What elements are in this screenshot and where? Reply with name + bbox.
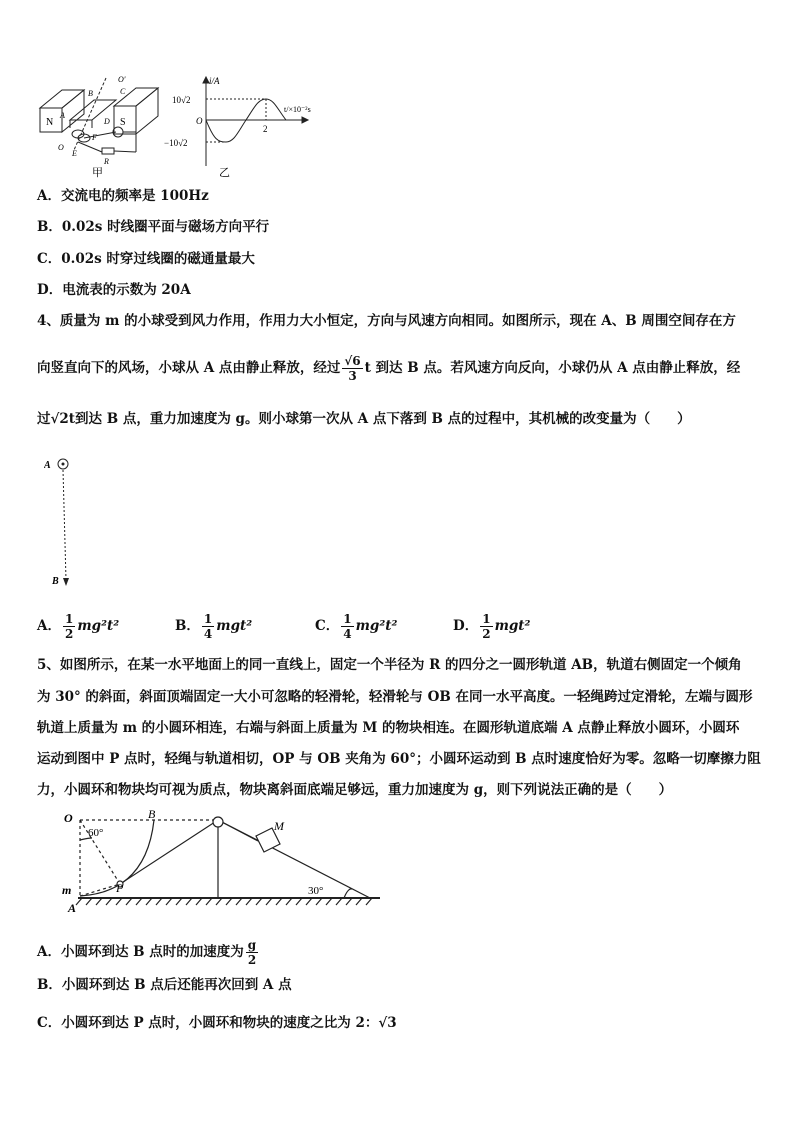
fig5-p: P: [116, 881, 124, 895]
fig5-o: O: [64, 811, 73, 825]
q4-opt-c-expr: mg²t²: [355, 618, 398, 634]
label-o: O: [58, 143, 64, 152]
q4-line-2: [37, 354, 740, 383]
q3-option-b: B．0.02s 时线圈平面与磁场方向平行: [37, 219, 270, 235]
q4-option-c: [315, 612, 397, 641]
q4-option-b: [175, 612, 252, 641]
rope-right: [218, 820, 258, 841]
label-b: B: [88, 89, 93, 98]
q4-fraction: [342, 354, 362, 383]
q5-line-1: 5、如图所示，在某一水平地面上的同一直线上，固定一个半径为 R 的四分之一圆形轨道 AB，轨道右侧固定一个倾角: [37, 657, 742, 673]
q5-option-c: [37, 1014, 397, 1032]
q4-opt-d-expr: mgt²: [494, 618, 531, 634]
q4-opt-d-den: 2: [482, 627, 491, 641]
q4-opt-c-num: 1: [343, 612, 352, 626]
pulley-icon: [213, 817, 223, 827]
angle-30-arc: [344, 889, 352, 898]
q5-line-3: 轨道上质量为 m 的小圆环相连，右端与斜面上质量为 M 的物块相连。在圆形轨道底端 A 点静止释放小圆环，小圆环: [37, 720, 740, 736]
q4-line-1: 4、质量为 m 的小球受到风力作用，作用力大小恒定，方向与风速方向相同。如图所示，现在 A、B 周围空间存在方: [37, 313, 736, 329]
fig5-30: 30°: [308, 885, 324, 897]
q4-opt-d-num: 1: [482, 612, 491, 626]
q5-opt-a-frac: [246, 938, 258, 967]
q5-figure: [58, 808, 388, 918]
q4-opt-b-expr: mgt²: [216, 618, 253, 634]
q4-option-a: [37, 612, 119, 641]
q4-fraction-num: √6: [344, 354, 361, 368]
q4-option-d: [453, 612, 530, 641]
q4-opt-b-den: 4: [203, 627, 213, 641]
q5-opt-c-rad: √3: [378, 1015, 397, 1031]
graph-x-label: t/×10⁻²s: [284, 105, 311, 114]
label-e: E: [72, 149, 77, 158]
q4-fig-a: A: [44, 460, 51, 471]
q4-opt-d-frac: [480, 612, 492, 641]
coil: [70, 78, 136, 154]
graph-origin: O: [196, 116, 203, 126]
q4-figure: [44, 452, 84, 592]
fig5-b: B: [148, 808, 156, 821]
q4-line-3-a: 过: [37, 411, 51, 427]
q5-opt-a-den: 2: [247, 953, 257, 967]
q5-option-a: [37, 938, 260, 967]
label-o-prime: O': [118, 75, 126, 84]
label-jia: 甲: [92, 167, 103, 179]
q5-option-b: B．小圆环到达 B 点后还能再次回到 A 点: [37, 977, 292, 993]
rope-left: [120, 820, 218, 884]
label-c: C: [120, 87, 126, 96]
q4-opt-c-den: 4: [343, 627, 352, 641]
q4-fraction-den: 3: [348, 369, 357, 383]
generator-figure: [36, 72, 326, 182]
fig5-60: 60°: [88, 827, 104, 839]
q4-line-3-b: 到达 B 点，重力加速度为 g。则小球第一次从 A 点下落到 B 点的过程中，其机械的改变量为（ ）: [75, 411, 691, 427]
label-yi: 乙: [219, 167, 230, 179]
label-r: R: [104, 157, 109, 166]
fig5-m-big: M: [274, 819, 284, 833]
q4-line-2-a: 向竖直向下的风场，小球从 A 点由静止释放，经过: [37, 360, 341, 376]
q3-option-a: A．交流电的频率是 100Hz: [37, 188, 209, 204]
q4-opt-a-num: 1: [64, 612, 74, 626]
label-d: D: [104, 117, 110, 126]
q4-opt-d-label: D．: [453, 618, 479, 634]
fall-path: [63, 470, 66, 580]
q4-opt-b-label: B．: [175, 618, 200, 634]
graph-bottom-value: −10√2: [164, 138, 188, 148]
q4-fig-b: B: [52, 576, 59, 587]
label-f: F: [92, 133, 97, 142]
q5-line-2: 为 30° 的斜面，斜面顶端固定一大小可忽略的轻滑轮，轻滑轮与 OB 在同一水平高度。一轻绳跨过定滑轮，左端与圆形: [37, 689, 753, 705]
fig5-a: A: [68, 901, 77, 915]
q4-radical: √2t: [50, 411, 76, 427]
q4-opt-b-frac: [202, 612, 214, 641]
graph-top-value: 10√2: [172, 95, 191, 105]
graph-y-label: i/A: [209, 76, 220, 86]
q4-opt-a-den: 2: [64, 627, 74, 641]
q5-opt-a-num: g: [247, 938, 257, 952]
q4-opt-a-expr: mg²t²: [77, 618, 120, 634]
q4-line-3: [37, 410, 691, 428]
q5-line-5: 力，小圆环和物块均可视为质点，物块离斜面底端足够远，重力加速度为 g，则下列说法正确的是（ ）: [37, 782, 673, 798]
label-a: A: [60, 111, 65, 120]
q4-opt-c-frac: [341, 612, 353, 641]
fig5-m-small: m: [62, 883, 72, 897]
q3-option-c: C．0.02s 时穿过线圈的磁通量最大: [37, 251, 255, 267]
label-s: S: [120, 117, 126, 128]
q4-line-2-b: t 到达 B 点。若风速方向反向，小球仍从 A 点由静止释放，经: [364, 360, 741, 376]
q5-opt-a-text: A．小圆环到达 B 点时的加速度为: [37, 944, 244, 960]
graph-tick: 2: [263, 124, 268, 134]
q4-opt-a-frac: [63, 612, 75, 641]
q5-line-4: 运动到图中 P 点时，轻绳与轨道相切，OP 与 OB 夹角为 60°；小圆环运动到 B 点时速度恰好为零。忽略一切摩擦力阻: [37, 751, 761, 767]
current-graph: [203, 77, 308, 166]
ground-hatch: [76, 898, 372, 905]
q4-opt-c-label: C．: [315, 618, 340, 634]
q3-option-d: D．电流表的示数为 20A: [37, 282, 191, 298]
q4-opt-a-label: A．: [37, 618, 61, 634]
label-n: N: [46, 117, 54, 128]
q4-opt-b-num: 1: [203, 612, 213, 626]
q5-opt-c-text: C．小圆环到达 P 点时，小圆环和物块的速度之比为 2：: [37, 1015, 379, 1031]
